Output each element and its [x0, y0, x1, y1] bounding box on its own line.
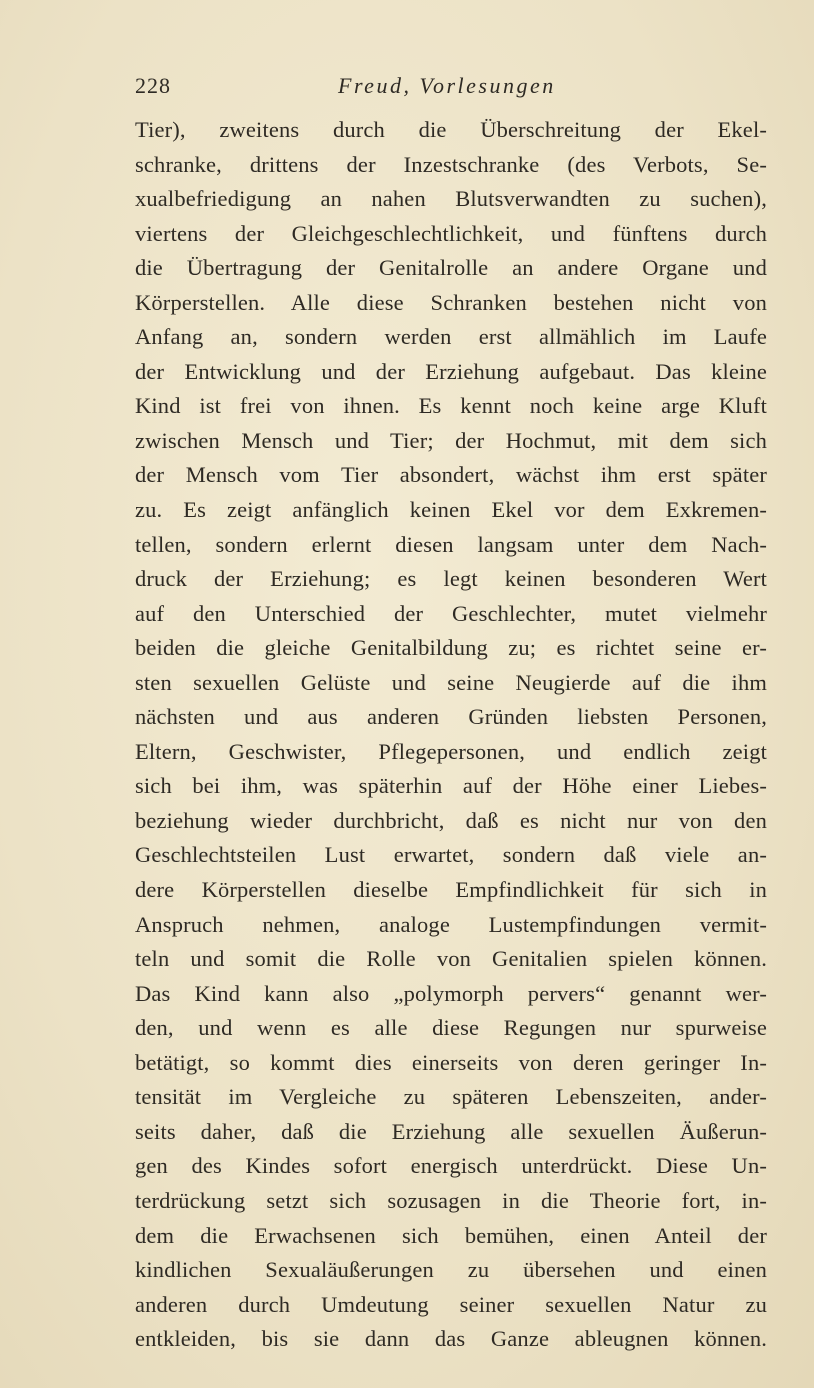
text-line: Körperstellen. Alle diese Schranken bestehen nicht von [135, 289, 767, 315]
text-line: tensität im Vergleiche zu späteren Lebenszeiten, ander- [135, 1084, 767, 1110]
text-line: zu. Es zeigt anfänglich keinen Ekel vor dem Exkremen- [135, 497, 767, 523]
text-line: terdrückung setzt sich sozusagen in die Theorie fort, in- [135, 1187, 767, 1213]
text-line: die Übertragung der Genitalrolle an andere Organe und [135, 255, 767, 281]
text-line: nächsten und aus anderen Gründen liebsten Personen, [135, 704, 767, 730]
text-line: beiden die gleiche Genitalbildung zu; es richtet seine er- [135, 635, 767, 661]
text-line: Geschlechtsteilen Lust erwartet, sondern daß viele an- [135, 842, 767, 868]
text-line: Tier), zweitens durch die Überschreitung der Ekel- [135, 117, 767, 142]
text-line: viertens der Gleichgeschlechtlichkeit, und fünftens durch [135, 220, 767, 246]
text-line: tellen, sondern erlernt diesen langsam unter dem Nach- [135, 531, 767, 557]
text-line: den, und wenn es alle diese Regungen nur spurweise [135, 1015, 767, 1041]
text-line: seits daher, daß die Erziehung alle sexuellen Äußerun- [135, 1118, 767, 1144]
text-line: teln und somit die Rolle von Genitalien spielen können. [135, 946, 767, 972]
text-line: zwischen Mensch und Tier; der Hochmut, mit dem sich [135, 427, 767, 453]
text-line: dere Körperstellen dieselbe Empfindlichkeit für sich in [135, 877, 767, 903]
text-line: sich bei ihm, was späterhin auf der Höhe einer Liebes- [135, 773, 767, 799]
text-line: Eltern, Geschwister, Pflegepersonen, und endlich zeigt [135, 738, 767, 764]
text-line: sten sexuellen Gelüste und seine Neugierde auf die ihm [135, 669, 767, 695]
text-line: Anfang an, sondern werden erst allmählich im Laufe [135, 324, 767, 350]
text-line: betätigt, so kommt dies einerseits von deren geringer In- [135, 1049, 767, 1075]
text-line: schranke, drittens der Inzestschranke (des Verbots, Se- [135, 151, 767, 177]
text-line: dem die Erwachsenen sich bemühen, einen Anteil der [135, 1222, 767, 1248]
text-line: der Mensch vom Tier absondert, wächst ihm erst später [135, 462, 767, 488]
text-line: entkleiden, bis sie dann das Ganze ableugnen können. [135, 1326, 767, 1352]
text-line: der Entwicklung und der Erziehung aufgebaut. Das kleine [135, 358, 767, 384]
text-line: auf den Unterschied der Geschlechter, mutet vielmehr [135, 600, 767, 626]
text-line: anderen durch Umdeutung seiner sexuellen Natur zu [135, 1291, 767, 1317]
page-number: 228 [135, 73, 171, 98]
text-line: gen des Kindes sofort energisch unterdrückt. Diese Un- [135, 1153, 767, 1179]
body-text [135, 113, 767, 1357]
text-line: Anspruch nehmen, analoge Lustempfindungen vermit- [135, 911, 767, 937]
text-line: druck der Erziehung; es legt keinen besonderen Wert [135, 566, 767, 592]
running-title: Freud, Vorlesungen [338, 73, 556, 98]
text-line: xualbefriedigung an nahen Blutsverwandten zu suchen), [135, 186, 767, 212]
text-line: Das Kind kann also „polymorph pervers“ genannt wer- [135, 980, 767, 1006]
running-head [135, 73, 767, 107]
text-line: Kind ist frei von ihnen. Es kennt noch keine arge Kluft [135, 393, 767, 419]
text-line: kindlichen Sexualäußerungen zu übersehen und einen [135, 1257, 767, 1283]
text-line: beziehung wieder durchbricht, daß es nicht nur von den [135, 807, 767, 833]
